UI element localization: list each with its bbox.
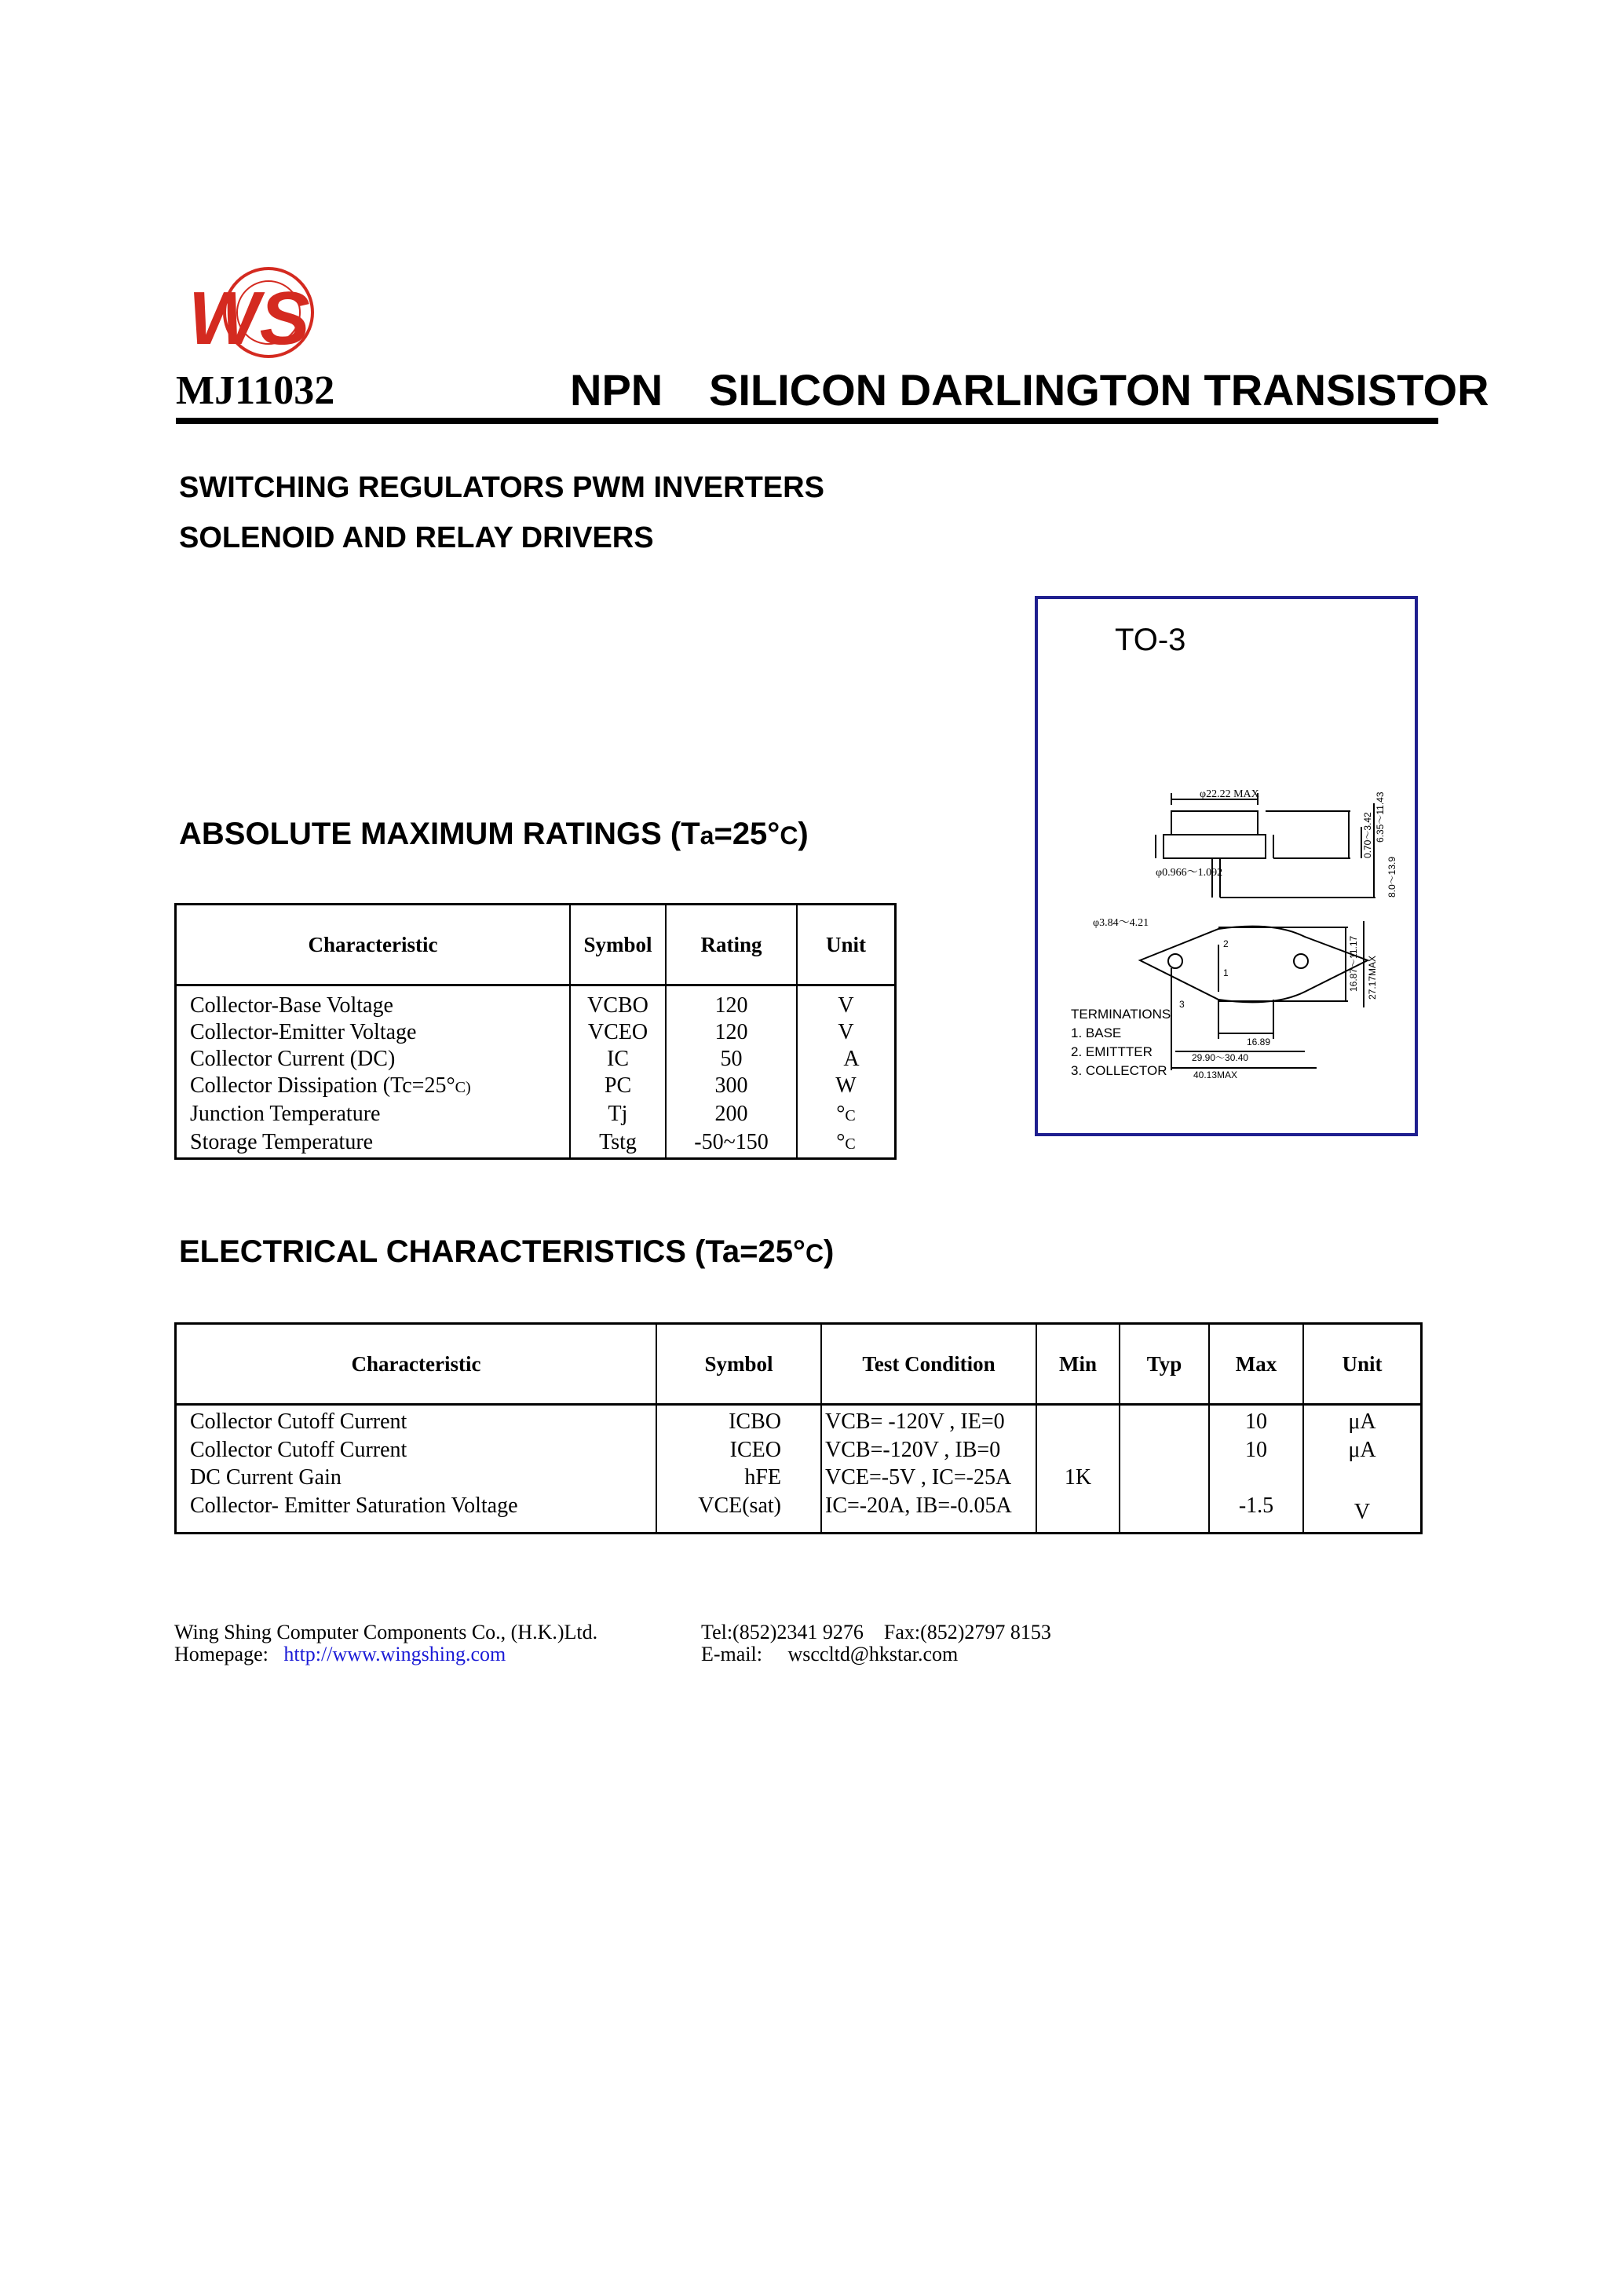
col-symbol: Symbol [570, 905, 666, 985]
part-description: SILICON DARLINGTON TRANSISTOR [709, 365, 1489, 415]
part-number: MJ11032 [176, 368, 335, 413]
company-logo [176, 262, 330, 367]
dim-hole-dia: φ3.84～4.21 [1093, 917, 1149, 929]
dim-side3: 0.70～3.42 [1362, 812, 1373, 858]
abs-max-table [174, 903, 897, 1160]
termination-2: 2. EMITTTER [1071, 1044, 1153, 1059]
logo-letters: WS [188, 276, 310, 360]
tel: Tel:(852)2341 9276 [701, 1621, 864, 1643]
terminations-title: TERMINATIONS [1071, 1007, 1171, 1022]
fax: Fax:(852)2797 8153 [883, 1621, 1051, 1643]
footer-email [701, 1643, 958, 1666]
table-row: Collector- Emitter Saturation Voltage VCE(sat) IC=-20A, IB=-0.05A -1.5 V [176, 1493, 1422, 1534]
table-row: Junction Temperature Tj 200 °C [176, 1101, 896, 1129]
col-test-condition: Test Condition [821, 1324, 1036, 1405]
dim-height-max: 27.17MAX [1367, 955, 1378, 1000]
footer-company: Wing Shing Computer Components Co., (H.K.)Ltd. [174, 1621, 598, 1643]
footer-homepage [174, 1643, 506, 1666]
application-line-1: SWITCHING REGULATORS PWM INVERTERS [179, 471, 824, 504]
col-unit: Unit [797, 905, 896, 985]
table-row: Collector Cutoff Current ICEO VCB=-120V , IB=0 10 μA [176, 1437, 1422, 1465]
table-row: Collector Cutoff Current ICBO VCB= -120V , IE=0 10 μA [176, 1405, 1422, 1437]
title-rule [176, 418, 1438, 424]
dim-w1: 16.89 [1247, 1036, 1271, 1047]
table-row: DC Current Gain hFE VCE=-5V , IC=-25A 1K [176, 1464, 1422, 1493]
dim-w3: 40.13MAX [1193, 1069, 1238, 1080]
col-characteristic: Characteristic [176, 905, 571, 985]
pin-label-1: 1 [1223, 967, 1229, 978]
table-row: Collector Dissipation (Tc=25°C) PC 300 W [176, 1073, 896, 1101]
col-typ: Typ [1120, 1324, 1209, 1405]
transistor-type: NPN [570, 365, 663, 415]
package-name: TO-3 [1115, 623, 1186, 657]
email-label: E-mail: [701, 1643, 762, 1665]
email-address[interactable]: wsccltd@hkstar.com [787, 1643, 959, 1665]
abs-max-title: ABSOLUTE MAXIMUM RATINGS (Ta=25°C) [179, 817, 809, 851]
dim-top-max: φ22.22 MAX [1200, 788, 1259, 800]
col-rating: Rating [666, 905, 797, 985]
footer-phone [701, 1621, 1051, 1644]
package-box [1035, 596, 1418, 1136]
termination-3: 3. COLLECTOR [1071, 1063, 1167, 1078]
table-row: Collector-Base Voltage VCBO 120 V [176, 985, 896, 1020]
col-max: Max [1209, 1324, 1303, 1405]
col-min: Min [1036, 1324, 1120, 1405]
homepage-link[interactable]: http://www.wingshing.com [283, 1643, 506, 1665]
table-row: Collector Current (DC) IC 50 A [176, 1046, 896, 1073]
termination-1: 1. BASE [1071, 1026, 1122, 1040]
pin-label-3: 3 [1179, 999, 1185, 1010]
dim-w2: 29.90～30.40 [1192, 1052, 1249, 1063]
dim-side1: 6.35～11.43 [1375, 792, 1386, 843]
col-characteristic: Characteristic [176, 1324, 657, 1405]
elec-title: ELECTRICAL CHARACTERISTICS (Ta=25°C) [179, 1234, 835, 1269]
pin-label-2: 2 [1223, 938, 1229, 949]
table-row: Storage Temperature Tstg -50~150 °C [176, 1129, 896, 1159]
elec-table [174, 1322, 1423, 1534]
package-drawing [1038, 599, 1415, 1133]
homepage-label: Homepage: [174, 1643, 269, 1665]
dim-side2: 8.0～13.9 [1386, 856, 1397, 898]
dim-height: 16.87～11.17 [1348, 935, 1359, 992]
application-line-2: SOLENOID AND RELAY DRIVERS [179, 521, 654, 554]
col-symbol: Symbol [656, 1324, 821, 1405]
dim-pin-dia: φ0.966～1.092 [1156, 867, 1223, 879]
col-unit: Unit [1303, 1324, 1422, 1405]
table-row: Collector-Emitter Voltage VCEO 120 V [176, 1019, 896, 1046]
